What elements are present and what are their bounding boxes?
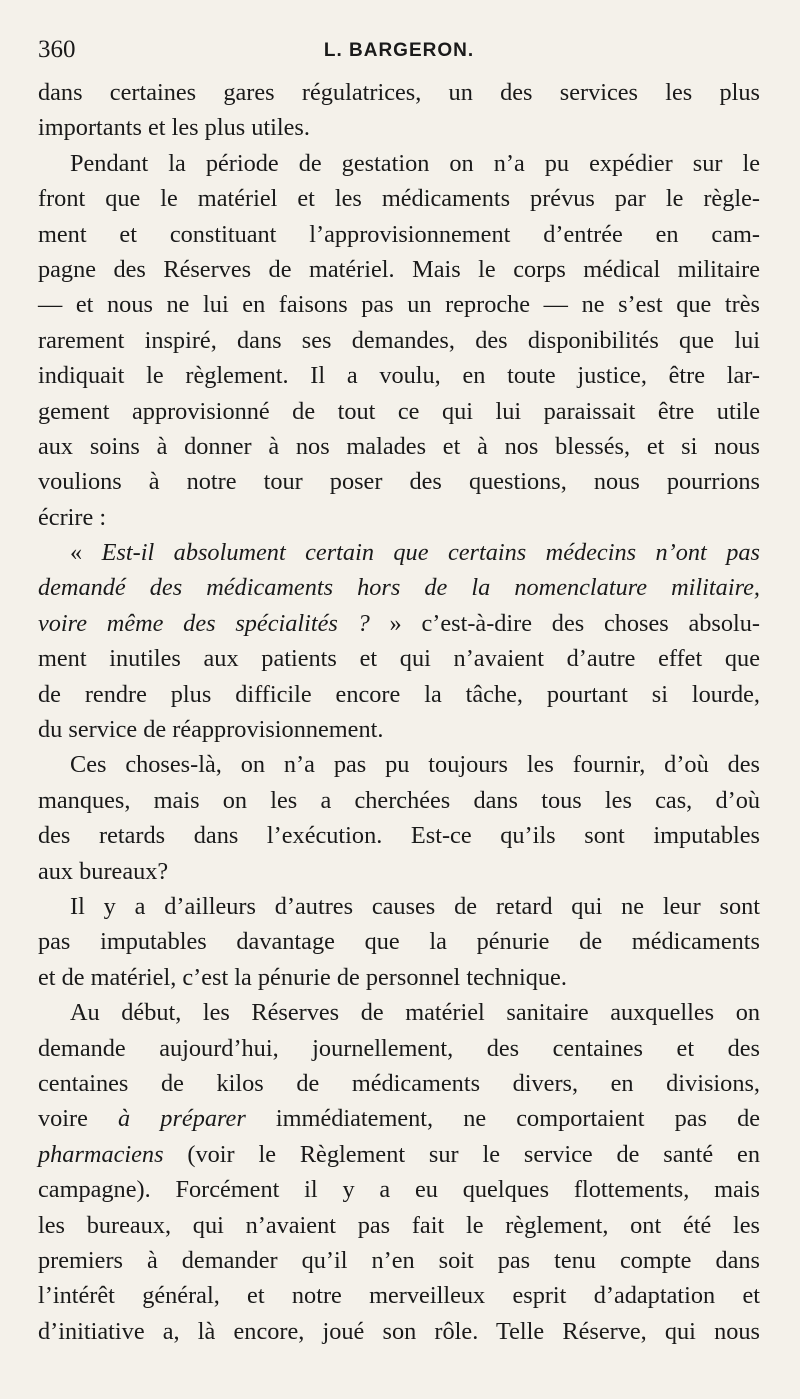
text-segment: aux bureaux? <box>38 857 169 885</box>
text-segment: Pendant la période de gestation on n’a pu expédier sur le <box>70 149 760 177</box>
text-line <box>38 110 760 145</box>
italic-text: voire même des spécialités ? <box>38 609 370 637</box>
text-line <box>38 464 760 499</box>
text-line <box>38 606 760 641</box>
text-line <box>38 217 760 252</box>
italic-text: demandé des médicaments hors de la nomenclature militaire, <box>38 574 760 602</box>
text-line <box>38 1031 760 1066</box>
text-segment: importants et les plus utiles. <box>38 114 310 142</box>
text-segment: manques, mais on les a cherchées dans tous les cas, d’où <box>38 786 760 814</box>
text-line <box>38 712 760 747</box>
text-segment: les bureaux, qui n’avaient pas fait le règlement, ont été les <box>38 1211 760 1239</box>
text-segment: pas imputables davantage que la pénurie de médicaments <box>38 928 760 956</box>
text-line <box>38 500 760 535</box>
text-segment: premiers à demander qu’il n’en soit pas tenu compte dans <box>38 1246 760 1274</box>
text-segment: Il y a d’ailleurs d’autres causes de retard qui ne leur sont <box>70 892 760 920</box>
text-line <box>38 924 760 959</box>
text-segment: ment et constituant l’approvisionnement d’entrée en cam- <box>38 220 760 248</box>
text-segment: « <box>70 539 102 567</box>
text-line <box>38 146 760 181</box>
text-segment: demande aujourd’hui, journellement, des centaines et des <box>38 1034 760 1062</box>
text-line <box>38 181 760 216</box>
text-line <box>38 75 760 110</box>
text-segment: campagne). Forcément il y a eu quelques flottements, mais <box>38 1176 760 1204</box>
text-line <box>38 995 760 1030</box>
text-segment: dans certaines gares régulatrices, un des services les plus <box>38 79 760 106</box>
text-line <box>38 1172 760 1207</box>
text-line <box>38 287 760 322</box>
text-segment: voulions à notre tour poser des questions, nous pourrions <box>38 468 760 496</box>
text-segment: Au début, les Réserves de matériel sanitaire auxquelles on <box>70 999 760 1027</box>
body-text <box>38 75 760 1349</box>
text-segment: (voir le Règlement sur le service de santé en <box>163 1140 760 1168</box>
text-segment: aux soins à donner à nos malades et à nos blessés, et si nous <box>38 432 760 460</box>
text-line <box>38 1066 760 1101</box>
text-segment: centaines de kilos de médicaments divers, en divisions, <box>38 1069 760 1097</box>
text-line <box>38 889 760 924</box>
text-line <box>38 818 760 853</box>
text-segment: gement approvisionné de tout ce qui lui paraissait être utile <box>38 397 760 425</box>
text-line <box>38 358 760 393</box>
text-segment: — et nous ne lui en faisons pas un reproche — ne s’est que très <box>38 291 760 319</box>
text-line <box>38 1101 760 1136</box>
text-line <box>38 1137 760 1172</box>
text-line <box>38 783 760 818</box>
text-segment: front que le matériel et les médicaments prévus par le règle- <box>38 185 760 213</box>
text-segment: rarement inspiré, dans ses demandes, des disponibilités que lui <box>38 326 760 354</box>
text-line <box>38 960 760 995</box>
text-line <box>38 854 760 889</box>
text-line <box>38 429 760 464</box>
text-line <box>38 252 760 287</box>
text-line <box>38 1243 760 1278</box>
page-header <box>38 34 760 64</box>
text-segment: pagne des Réserves de matériel. Mais le corps médical militaire <box>38 255 760 283</box>
text-segment: immédiatement, ne comportaient pas de <box>245 1105 761 1133</box>
text-line <box>38 323 760 358</box>
page-number: 360 <box>38 36 76 63</box>
text-segment: du service de réapprovisionnement. <box>38 716 384 744</box>
text-segment: d’initiative a, là encore, joué son rôle. Telle Réserve, qui nous <box>38 1317 760 1345</box>
text-line <box>38 1314 760 1349</box>
text-line <box>38 747 760 782</box>
text-segment: ment inutiles aux patients et qui n’avaient d’autre effet que <box>38 645 760 673</box>
text-segment: Ces choses-là, on n’a pas pu toujours les fournir, d’où des <box>70 751 760 779</box>
text-segment: voire <box>38 1105 119 1133</box>
text-line <box>38 641 760 676</box>
text-segment: l’intérêt général, et notre merveilleux esprit d’adaptation et <box>38 1282 760 1310</box>
text-line <box>38 535 760 570</box>
text-segment: écrire : <box>38 503 107 531</box>
running-head: L. BARGERON. <box>323 40 475 61</box>
text-line <box>38 570 760 605</box>
text-segment: et de matériel, c’est la pénurie de personnel technique. <box>38 963 567 991</box>
text-line <box>38 1208 760 1243</box>
italic-text: Est-il absolument certain que certains médecins n’ont pas <box>101 539 760 567</box>
italic-text: pharmaciens <box>38 1140 164 1168</box>
text-line <box>38 1278 760 1313</box>
text-line <box>38 677 760 712</box>
text-segment: de rendre plus difficile encore la tâche, pourtant si lourde, <box>38 680 760 708</box>
text-line <box>38 394 760 429</box>
italic-text: à préparer <box>118 1105 246 1133</box>
text-segment: indiquait le règlement. Il a voulu, en toute justice, être lar- <box>38 362 760 390</box>
text-segment: » c’est-à-dire des choses absolu- <box>369 609 760 637</box>
text-segment: des retards dans l’exécution. Est-ce qu’ils sont imputables <box>38 822 760 850</box>
